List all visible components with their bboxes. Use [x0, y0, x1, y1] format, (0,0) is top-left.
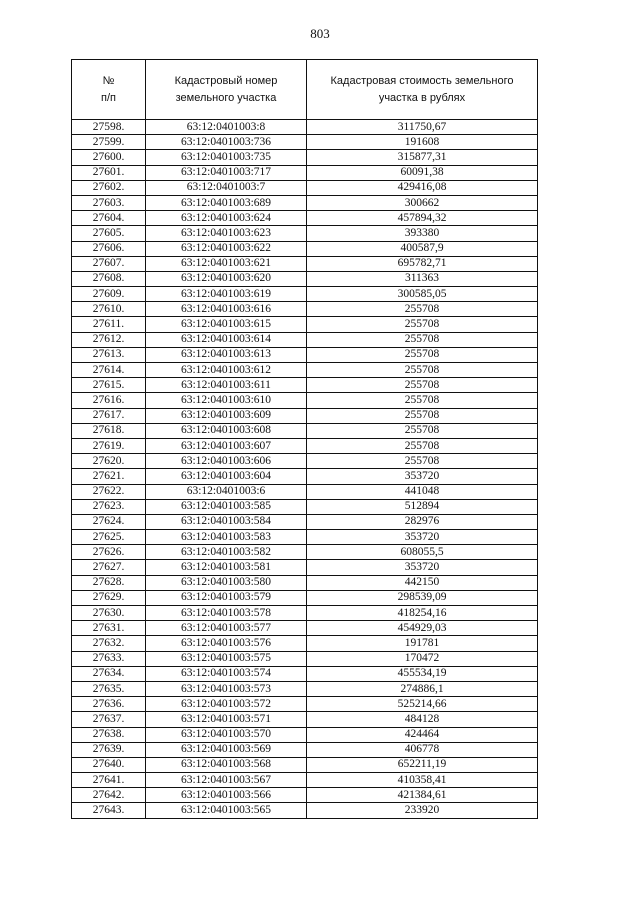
row-number-cell: 27640.: [72, 757, 146, 772]
table-row: [72, 180, 538, 195]
table-row: [72, 803, 538, 818]
table-header: [72, 60, 538, 120]
row-number-cell: 27619.: [72, 438, 146, 453]
cadastral-value-cell: 255708: [307, 423, 538, 438]
cadastral-value-cell: 255708: [307, 347, 538, 362]
table-row: [72, 165, 538, 180]
cadastral-value-cell: 455534,19: [307, 666, 538, 681]
cadastral-number-cell: 63:12:0401003:577: [146, 621, 307, 636]
row-number-cell: 27622.: [72, 484, 146, 499]
cadastral-number-cell: 63:12:0401003:606: [146, 454, 307, 469]
row-number-cell: 27635.: [72, 681, 146, 696]
cadastral-value-cell: 695782,71: [307, 256, 538, 271]
header-cadastral-number-line-2: земельного участка: [175, 91, 277, 104]
table-row: [72, 271, 538, 286]
row-number-cell: 27604.: [72, 211, 146, 226]
cadastral-number-cell: 63:12:0401003:616: [146, 302, 307, 317]
cadastral-number-cell: 63:12:0401003:608: [146, 423, 307, 438]
cadastral-number-cell: 63:12:0401003:576: [146, 636, 307, 651]
header-cadastral-value-line-1: Кадастровая стоимость земельного: [330, 74, 514, 87]
row-number-cell: 27632.: [72, 636, 146, 651]
row-number-cell: 27600.: [72, 150, 146, 165]
cadastral-number-cell: 63:12:0401003:624: [146, 211, 307, 226]
cadastral-value-cell: 418254,16: [307, 606, 538, 621]
table-row: [72, 454, 538, 469]
table-row: [72, 727, 538, 742]
cadastral-number-cell: 63:12:0401003:614: [146, 332, 307, 347]
cadastral-number-cell: 63:12:0401003:574: [146, 666, 307, 681]
row-number-cell: 27615.: [72, 378, 146, 393]
cadastral-value-cell: 298539,09: [307, 590, 538, 605]
table-row: [72, 438, 538, 453]
cadastral-number-cell: 63:12:0401003:621: [146, 256, 307, 271]
cadastral-value-cell: 652211,19: [307, 757, 538, 772]
cadastral-number-cell: 63:12:0401003:735: [146, 150, 307, 165]
row-number-cell: 27625.: [72, 530, 146, 545]
row-number-cell: 27612.: [72, 332, 146, 347]
cadastral-number-cell: 63:12:0401003:615: [146, 317, 307, 332]
cadastral-value-cell: 311750,67: [307, 120, 538, 135]
cadastral-value-cell: 170472: [307, 651, 538, 666]
cadastral-value-cell: 442150: [307, 575, 538, 590]
row-number-cell: 27637.: [72, 712, 146, 727]
row-number-cell: 27602.: [72, 180, 146, 195]
table-body: [72, 120, 538, 819]
cadastral-number-cell: 63:12:0401003:717: [146, 165, 307, 180]
cadastral-value-cell: 255708: [307, 408, 538, 423]
cadastral-number-cell: 63:12:0401003:567: [146, 773, 307, 788]
table-row: [72, 590, 538, 605]
table-row: [72, 575, 538, 590]
cadastral-value-cell: 421384,61: [307, 788, 538, 803]
cadastral-number-cell: 63:12:0401003:604: [146, 469, 307, 484]
table-row: [72, 256, 538, 271]
row-number-cell: 27613.: [72, 347, 146, 362]
cadastral-value-cell: 191781: [307, 636, 538, 651]
row-number-cell: 27608.: [72, 271, 146, 286]
cadastral-number-cell: 63:12:0401003:580: [146, 575, 307, 590]
table-row: [72, 681, 538, 696]
cadastral-number-cell: 63:12:0401003:583: [146, 530, 307, 545]
row-number-cell: 27606.: [72, 241, 146, 256]
cadastral-number-cell: 63:12:0401003:571: [146, 712, 307, 727]
table-row: [72, 287, 538, 302]
cadastral-number-cell: 63:12:0401003:619: [146, 287, 307, 302]
cadastral-value-cell: 393380: [307, 226, 538, 241]
cadastral-value-cell: 255708: [307, 438, 538, 453]
table-row: [72, 621, 538, 636]
table-row: [72, 651, 538, 666]
cadastral-value-table: [71, 59, 538, 819]
table-row: [72, 135, 538, 150]
cadastral-value-cell: 255708: [307, 302, 538, 317]
cadastral-number-cell: 63:12:0401003:612: [146, 363, 307, 378]
cadastral-number-cell: 63:12:0401003:623: [146, 226, 307, 241]
table-row: [72, 363, 538, 378]
table-row: [72, 514, 538, 529]
cadastral-value-cell: 400587,9: [307, 241, 538, 256]
cadastral-value-cell: 255708: [307, 393, 538, 408]
row-number-cell: 27643.: [72, 803, 146, 818]
cadastral-value-cell: 353720: [307, 530, 538, 545]
row-number-cell: 27623.: [72, 499, 146, 514]
header-row-number: [72, 60, 146, 120]
table-row: [72, 666, 538, 681]
header-cadastral-value-line-2: участка в рублях: [378, 91, 466, 104]
row-number-cell: 27638.: [72, 727, 146, 742]
table-row: [72, 484, 538, 499]
table-row: [72, 241, 538, 256]
cadastral-number-cell: 63:12:0401003:565: [146, 803, 307, 818]
row-number-cell: 27636.: [72, 697, 146, 712]
cadastral-number-cell: 63:12:0401003:611: [146, 378, 307, 393]
cadastral-value-cell: 512894: [307, 499, 538, 514]
cadastral-number-cell: 63:12:0401003:578: [146, 606, 307, 621]
cadastral-value-cell: 311363: [307, 271, 538, 286]
cadastral-value-cell: 255708: [307, 363, 538, 378]
row-number-cell: 27630.: [72, 606, 146, 621]
cadastral-number-cell: 63:12:0401003:689: [146, 195, 307, 210]
table-row: [72, 408, 538, 423]
cadastral-number-cell: 63:12:0401003:581: [146, 560, 307, 575]
table-row: [72, 226, 538, 241]
row-number-cell: 27626.: [72, 545, 146, 560]
cadastral-number-cell: 63:12:0401003:607: [146, 438, 307, 453]
table-row: [72, 636, 538, 651]
cadastral-number-cell: 63:12:0401003:570: [146, 727, 307, 742]
header-cadastral-number-line-1: Кадастровый номер: [174, 74, 278, 87]
row-number-cell: 27614.: [72, 363, 146, 378]
cadastral-value-cell: 255708: [307, 332, 538, 347]
row-number-cell: 27618.: [72, 423, 146, 438]
row-number-cell: 27634.: [72, 666, 146, 681]
header-row-number-line-1: №: [102, 74, 115, 87]
header-cadastral-number: [146, 60, 307, 120]
table-row: [72, 211, 538, 226]
cadastral-number-cell: 63:12:0401003:572: [146, 697, 307, 712]
row-number-cell: 27621.: [72, 469, 146, 484]
row-number-cell: 27601.: [72, 165, 146, 180]
table-row: [72, 742, 538, 757]
table-row: [72, 150, 538, 165]
row-number-cell: 27639.: [72, 742, 146, 757]
cadastral-value-cell: 441048: [307, 484, 538, 499]
cadastral-value-cell: 353720: [307, 469, 538, 484]
table-row: [72, 302, 538, 317]
table-row: [72, 530, 538, 545]
cadastral-number-cell: 63:12:0401003:622: [146, 241, 307, 256]
table-row: [72, 712, 538, 727]
page-number: 803: [310, 26, 330, 41]
table-row: [72, 332, 538, 347]
table-row: [72, 773, 538, 788]
cadastral-number-cell: 63:12:0401003:575: [146, 651, 307, 666]
header-cadastral-value: [307, 60, 538, 120]
row-number-cell: 27628.: [72, 575, 146, 590]
cadastral-value-cell: 233920: [307, 803, 538, 818]
table-row: [72, 393, 538, 408]
row-number-cell: 27641.: [72, 773, 146, 788]
cadastral-number-cell: 63:12:0401003:8: [146, 120, 307, 135]
table-row: [72, 378, 538, 393]
cadastral-value-cell: 406778: [307, 742, 538, 757]
table-row: [72, 697, 538, 712]
cadastral-value-cell: 410358,41: [307, 773, 538, 788]
table-row: [72, 545, 538, 560]
table-row: [72, 560, 538, 575]
cadastral-value-cell: 274886,1: [307, 681, 538, 696]
row-number-cell: 27610.: [72, 302, 146, 317]
cadastral-value-cell: 60091,38: [307, 165, 538, 180]
table-row: [72, 423, 538, 438]
cadastral-value-cell: 300585,05: [307, 287, 538, 302]
row-number-cell: 27629.: [72, 590, 146, 605]
row-number-cell: 27642.: [72, 788, 146, 803]
cadastral-value-cell: 525214,66: [307, 697, 538, 712]
cadastral-value-cell: 454929,03: [307, 621, 538, 636]
cadastral-value-cell: 255708: [307, 317, 538, 332]
cadastral-number-cell: 63:12:0401003:610: [146, 393, 307, 408]
cadastral-number-cell: 63:12:0401003:566: [146, 788, 307, 803]
row-number-cell: 27633.: [72, 651, 146, 666]
row-number-cell: 27627.: [72, 560, 146, 575]
cadastral-value-cell: 191608: [307, 135, 538, 150]
cadastral-value-cell: 429416,08: [307, 180, 538, 195]
cadastral-number-cell: 63:12:0401003:579: [146, 590, 307, 605]
cadastral-value-cell: 353720: [307, 560, 538, 575]
row-number-cell: 27605.: [72, 226, 146, 241]
cadastral-number-cell: 63:12:0401003:7: [146, 180, 307, 195]
table-row: [72, 499, 538, 514]
cadastral-number-cell: 63:12:0401003:573: [146, 681, 307, 696]
cadastral-value-cell: 255708: [307, 378, 538, 393]
table-row: [72, 347, 538, 362]
cadastral-number-cell: 63:12:0401003:584: [146, 514, 307, 529]
cadastral-value-cell: 255708: [307, 454, 538, 469]
cadastral-value-cell: 608055,5: [307, 545, 538, 560]
cadastral-number-cell: 63:12:0401003:609: [146, 408, 307, 423]
cadastral-number-cell: 63:12:0401003:6: [146, 484, 307, 499]
table-row: [72, 120, 538, 135]
table-row: [72, 788, 538, 803]
row-number-cell: 27599.: [72, 135, 146, 150]
cadastral-value-cell: 300662: [307, 195, 538, 210]
cadastral-number-cell: 63:12:0401003:613: [146, 347, 307, 362]
cadastral-number-cell: 63:12:0401003:585: [146, 499, 307, 514]
row-number-cell: 27620.: [72, 454, 146, 469]
cadastral-number-cell: 63:12:0401003:568: [146, 757, 307, 772]
table-row: [72, 469, 538, 484]
header-row-number-line-2: п/п: [101, 91, 116, 104]
cadastral-number-cell: 63:12:0401003:582: [146, 545, 307, 560]
table-row: [72, 606, 538, 621]
cadastral-value-cell: 484128: [307, 712, 538, 727]
cadastral-value-cell: 457894,32: [307, 211, 538, 226]
row-number-cell: 27607.: [72, 256, 146, 271]
row-number-cell: 27616.: [72, 393, 146, 408]
row-number-cell: 27603.: [72, 195, 146, 210]
row-number-cell: 27598.: [72, 120, 146, 135]
cadastral-value-cell: 315877,31: [307, 150, 538, 165]
cadastral-value-cell: 424464: [307, 727, 538, 742]
cadastral-number-cell: 63:12:0401003:569: [146, 742, 307, 757]
table-row: [72, 195, 538, 210]
cadastral-number-cell: 63:12:0401003:620: [146, 271, 307, 286]
row-number-cell: 27617.: [72, 408, 146, 423]
table-row: [72, 317, 538, 332]
row-number-cell: 27609.: [72, 287, 146, 302]
row-number-cell: 27631.: [72, 621, 146, 636]
header-row: [72, 60, 538, 120]
table-row: [72, 757, 538, 772]
cadastral-value-cell: 282976: [307, 514, 538, 529]
cadastral-number-cell: 63:12:0401003:736: [146, 135, 307, 150]
row-number-cell: 27624.: [72, 514, 146, 529]
row-number-cell: 27611.: [72, 317, 146, 332]
